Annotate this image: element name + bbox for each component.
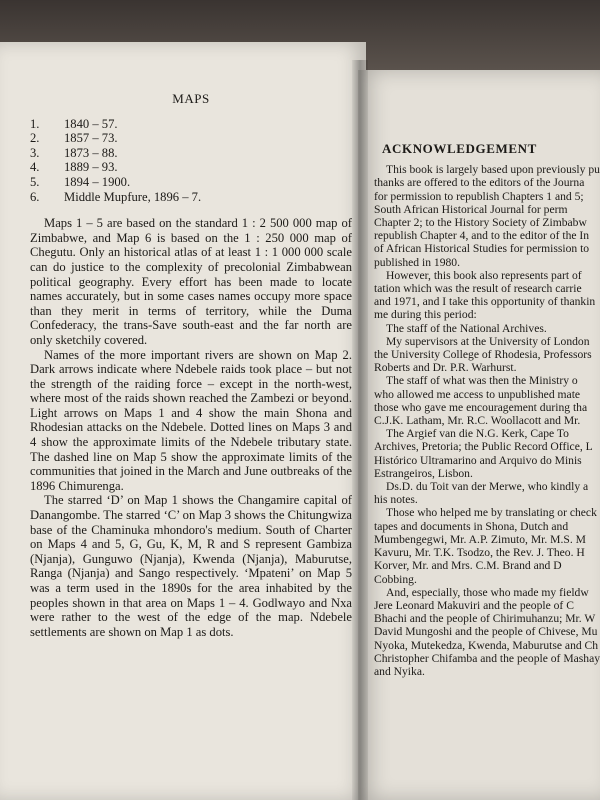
text-line: The Argief van die N.G. Kerk, Cape To bbox=[386, 427, 569, 441]
text-line: tapes and documents in Shona, Dutch and bbox=[374, 519, 569, 533]
paragraph-map-sources: Maps 1 – 5 are based on the standard 1 : 2 500 000 map of Zimbabwe, and Map 6 is based on the 1 : 250 000 map of Chegutu. Only an historical atlas of at least 1 : 1 000 000 scale can do justice to the complexity of precolonial Zimbabwean political geography. Every effort has been made to locate names accurately, but in some cases names occupy more space than they merit in terms of territory, while the Duma Confederacy, the trans-Save south-east and the far north are only sketchily covered. bbox=[30, 216, 352, 347]
text-line: Kavuru, Mr. T.K. Tsodzo, the Rev. J. Theo. H bbox=[374, 546, 585, 560]
text-line: Chapter 2; to the History Society of Zimbabw bbox=[374, 216, 587, 230]
left-page-content bbox=[30, 92, 352, 639]
list-item: 1. 1840 – 57. bbox=[30, 116, 118, 131]
text-line: of African Historical Studies for permission to bbox=[374, 242, 590, 256]
text-line: My supervisors at the University of London bbox=[386, 334, 590, 348]
text-line: the University College of Rhodesia, Professors bbox=[374, 348, 592, 362]
text-line: tation which was the result of research carrie bbox=[374, 282, 582, 296]
list-item: 5. 1894 – 1900. bbox=[30, 174, 131, 189]
text-line: Roberts and Dr. P.R. Warhurst. bbox=[374, 361, 517, 375]
text-line: The staff of the National Archives. bbox=[386, 321, 547, 335]
text-line: Histórico Ultramarino and Arquivo do Minis bbox=[374, 453, 582, 467]
text-line: South African Historical Journal for perm bbox=[374, 202, 568, 216]
list-item: 6. Middle Mupfure, 1896 – 7. bbox=[30, 189, 202, 204]
text-line: David Mungoshi and the people of Chivese, Mu bbox=[374, 625, 598, 639]
book-gutter bbox=[352, 60, 368, 800]
text-line: me during this period: bbox=[374, 308, 477, 322]
text-line: And, especially, those who made my fieldw bbox=[386, 585, 589, 599]
text-line: thanks are offered to the editors of the Journa bbox=[374, 176, 585, 190]
acknowledgement-text bbox=[374, 163, 600, 678]
text-line: for permission to republish Chapters 1 and 5; bbox=[374, 189, 584, 203]
text-line: C.J.K. Latham, Mr. R.C. Woollacott and Mr. bbox=[374, 414, 581, 428]
text-line: and Nyika. bbox=[374, 664, 425, 678]
text-line: Nyoka, Mutekedza, Kwenda, Maburutse and Ch bbox=[374, 638, 599, 652]
text-line: This book is largely based upon previously pu bbox=[386, 163, 600, 177]
text-line: Estrangeiros, Lisbon. bbox=[374, 466, 473, 480]
text-line: Cobbing. bbox=[374, 572, 417, 586]
paragraph-rivers-arrows: Names of the more important rivers are shown on Map 2. Dark arrows indicate where Ndebele raids took place – but not the strength of the raiding force – except in the north-west, where most of the raids shown reached the Zambezi or beyond. Light arrows on Maps 1 and 4 show the main Shona and Rhodesian attacks on the Ndebele. Dotted lines on Maps 3 and 4 show the approximate limits of the Ndebele tributary state. The dashed line on Map 5 show the approximate limits of the communities that joined in the March and June outbreaks of the 1896 Chimurenga. bbox=[30, 347, 352, 493]
maps-title: MAPS bbox=[172, 92, 210, 106]
text-line: Jere Leonard Makuviri and the people of C bbox=[374, 598, 574, 612]
text-line: The staff of what was then the Ministry o bbox=[386, 374, 578, 388]
text-line: published in 1980. bbox=[374, 255, 460, 269]
acknowledgement-title: ACKNOWLEDGEMENT bbox=[382, 142, 537, 156]
text-line: Mumbengegwi, Mr. A.P. Zimuto, Mr. M.S. M bbox=[374, 532, 586, 546]
list-item: 3. 1873 – 88. bbox=[30, 145, 118, 160]
text-line: However, this book also represents part of bbox=[386, 268, 582, 282]
text-line: his notes. bbox=[374, 493, 418, 507]
text-line: Korver, Mr. and Mrs. C.M. Brand and D bbox=[374, 559, 562, 573]
text-line: who allowed me access to unpublished mate bbox=[374, 387, 581, 401]
text-line: those who gave me encouragement during tha bbox=[374, 400, 588, 414]
list-item: 4. 1889 – 93. bbox=[30, 160, 118, 175]
text-line: Christopher Chifamba and the people of Mashay bbox=[374, 651, 600, 665]
map-list bbox=[30, 117, 352, 205]
text-line: Ds.D. du Toit van der Merwe, who kindly a bbox=[386, 480, 589, 494]
list-item: 2. 1857 – 73. bbox=[30, 131, 118, 146]
text-line: republish Chapter 4, and to the editor of the In bbox=[374, 229, 590, 243]
paragraph-starred-labels: The starred ‘D’ on Map 1 shows the Changamire capital of Danangombe. The starred ‘C’ on Map 3 shows the Chitungwiza base of the Chaminuka mhondoro's medium. South of Charter on Maps 4 and 5, G, Gu, K, M, R and S represent Gambiza (Njanja), Gunguwo (Njanja), Kwenda (Njanja), Maburutse, Ranga (Njanja) and Sango respectively. ‘Mpateni’ on Map 5 was a term used in the 1890s for the area inhabited by the peoples shown in that area on Maps 1 – 4. Godlwayo and Nxa were rather to the west of the edge of the map. Ndebele settlements are shown on Map 1 as dots. bbox=[30, 493, 352, 639]
text-line: Bhachi and the people of Chirimuhanzu; Mr. W bbox=[374, 612, 596, 626]
right-page-content bbox=[374, 142, 600, 678]
text-line: Those who helped me by translating or check bbox=[386, 506, 597, 520]
text-line: Archives, Pretoria; the Public Record Office, L bbox=[374, 440, 593, 454]
text-line: and 1971, and I take this opportunity of thankin bbox=[374, 295, 596, 309]
